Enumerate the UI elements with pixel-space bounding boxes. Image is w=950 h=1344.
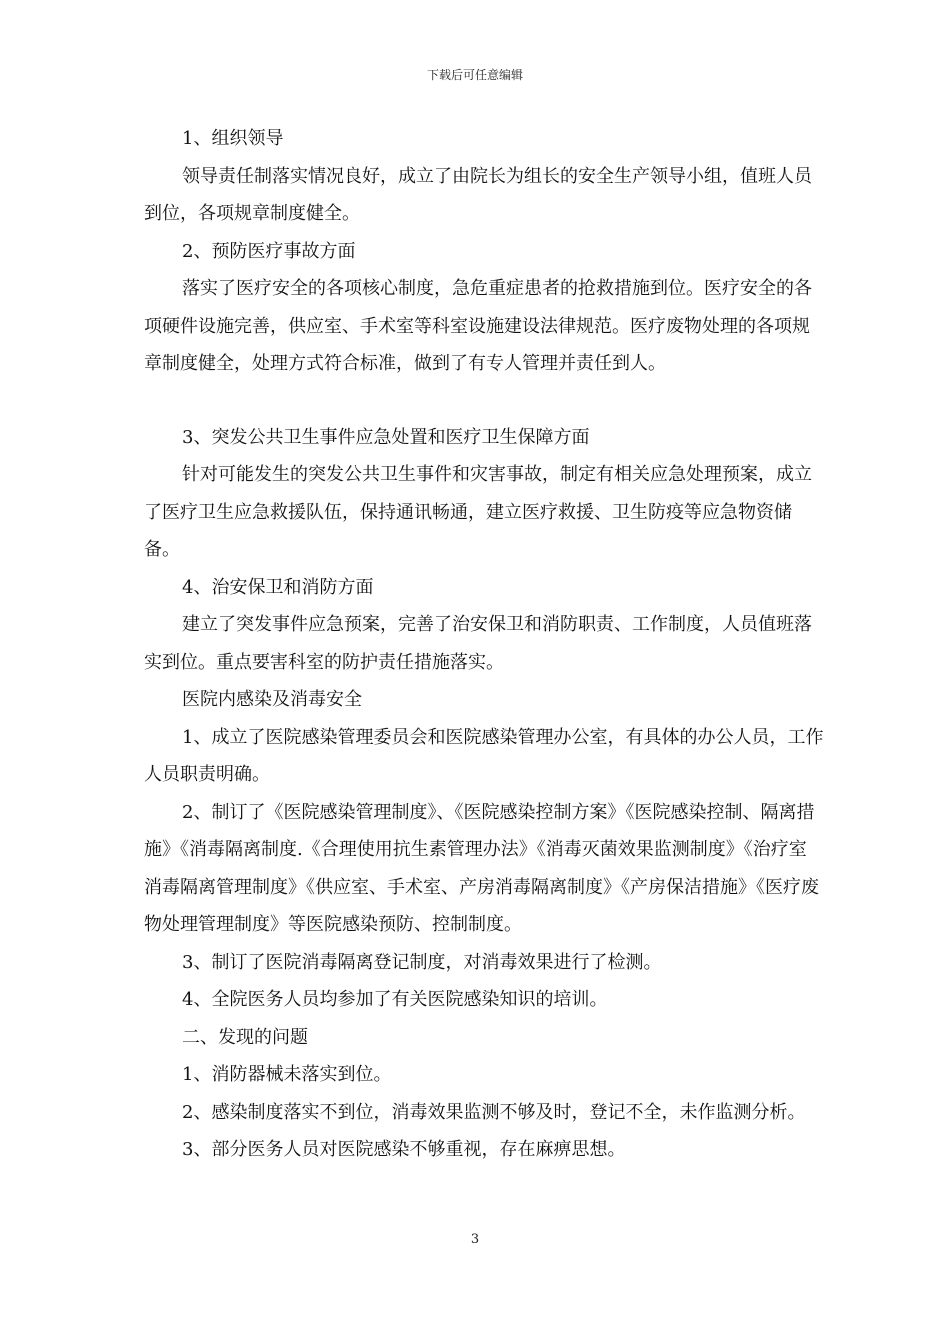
paragraph: 2、感染制度落实不到位，消毒效果监测不够及时，登记不全，未作监测分析。	[182, 1101, 806, 1123]
page-number: 3	[470, 1232, 480, 1247]
section-heading: 二、发现的问题	[182, 1026, 308, 1048]
section-heading: 4、治安保卫和消防方面	[182, 576, 374, 598]
paragraph: 3、制订了医院消毒隔离登记制度，对消毒效果进行了检测。	[182, 951, 662, 973]
paragraph: 落实了医疗安全的各项核心制度，急危重症患者的抢救措施到位。医疗安全的各项硬件设施完善，供应室、手术室等科室设施建设法律规范。医疗废物处理的各项规章制度健全，处理方式符合标准，做到了有专人管理并责任到人。	[144, 278, 812, 374]
paragraph: 1、成立了医院感染管理委员会和医院感染管理办公室，有具体的办公人员，工作人员职责明确。	[144, 726, 824, 785]
section-heading: 医院内感染及消毒安全	[182, 689, 362, 710]
paragraph: 针对可能发生的突发公共卫生事件和灾害事故，制定有相关应急处理预案，成立了医疗卫生应急救援队伍，保持通讯畅通，建立医疗救援、卫生防疫等应急物资储备。	[144, 464, 812, 560]
paragraph: 1、消防器械未落实到位。	[182, 1064, 392, 1085]
section-heading: 2、预防医疗事故方面	[182, 240, 356, 262]
section-heading: 1、组织领导	[182, 128, 284, 149]
paragraph: 3、部分医务人员对医院感染不够重视，存在麻痹思想。	[182, 1139, 626, 1160]
paragraph: 2、制订了《医院感染管理制度》、《医院感染控制方案》《医院感染控制、隔离措施》《消毒隔离制度.《合理使用抗生素管理办法》《消毒灭菌效果监测制度》《治疗室消毒隔离管理制度》《供应室、手术室、产房消毒隔离制度》《产房保洁措施》《医疗废物处理管理制度》等医院感染预防、控制制度。	[144, 801, 819, 935]
document-body	[144, 120, 824, 1169]
paragraph: 4、全院医务人员均参加了有关医院感染知识的培训。	[182, 989, 608, 1010]
paragraph: 建立了突发事件应急预案，完善了治安保卫和消防职责、工作制度，人员值班落实到位。重点要害科室的防护责任措施落实。	[144, 614, 812, 673]
paragraph-gap	[144, 383, 824, 419]
section-heading: 3、突发公共卫生事件应急处置和医疗卫生保障方面	[182, 426, 590, 448]
paragraph: 领导责任制落实情况良好，成立了由院长为组长的安全生产领导小组，值班人员到位，各项规章制度健全。	[144, 165, 812, 224]
page-header: 下载后可任意编辑	[426, 68, 523, 82]
